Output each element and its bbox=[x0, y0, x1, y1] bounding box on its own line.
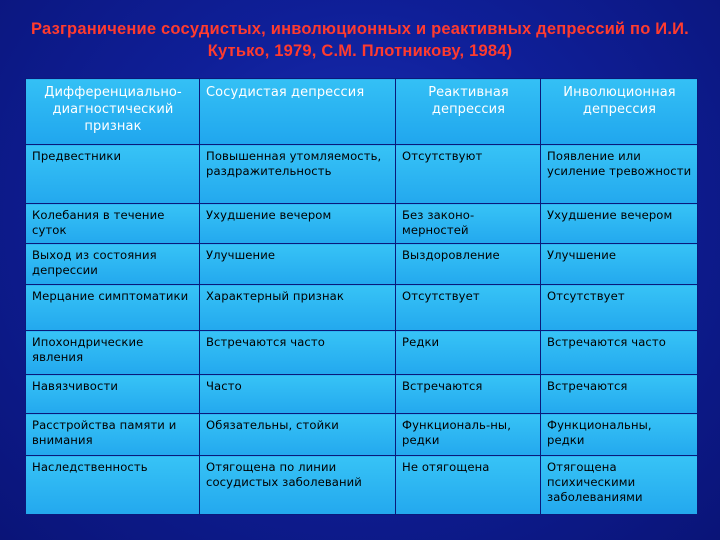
table-cell: Предвестники bbox=[26, 145, 200, 204]
table-row bbox=[26, 375, 698, 414]
table-row bbox=[26, 204, 698, 244]
table-cell: Отсутствует bbox=[541, 285, 698, 331]
header-cell-reactive: Реактивная депрессия bbox=[396, 79, 541, 145]
table-cell: Отсутствует bbox=[396, 285, 541, 331]
table-cell: Без законо-мерностей bbox=[396, 204, 541, 244]
comparison-table bbox=[25, 78, 698, 515]
table-cell: Часто bbox=[200, 375, 396, 414]
table-cell: Отягощена психическими заболеваниями bbox=[541, 456, 698, 515]
table-cell: Встречаются часто bbox=[200, 331, 396, 375]
table-row bbox=[26, 145, 698, 204]
table-cell: Мерцание симптоматики bbox=[26, 285, 200, 331]
table-row bbox=[26, 285, 698, 331]
table-cell: Ухудшение вечером bbox=[200, 204, 396, 244]
header-cell-vascular: Сосудистая депрессия bbox=[200, 79, 396, 145]
table-cell: Встречаются bbox=[541, 375, 698, 414]
header-cell-involutional: Инволюционная депрессия bbox=[541, 79, 698, 145]
table-cell: Обязательны, стойки bbox=[200, 414, 396, 456]
table-cell: Повышенная утомляемость, раздражительность bbox=[200, 145, 396, 204]
table-cell: Характерный признак bbox=[200, 285, 396, 331]
table-row bbox=[26, 414, 698, 456]
table-header-row bbox=[26, 79, 698, 145]
table-cell: Улучшение bbox=[541, 244, 698, 285]
table-cell: Не отягощена bbox=[396, 456, 541, 515]
table-row bbox=[26, 456, 698, 515]
table-cell: Встречаются часто bbox=[541, 331, 698, 375]
table-cell: Отягощена по линии сосудистых заболеваний bbox=[200, 456, 396, 515]
table-cell: Колебания в течение суток bbox=[26, 204, 200, 244]
table-row bbox=[26, 244, 698, 285]
table-cell: Улучшение bbox=[200, 244, 396, 285]
table-cell: Расстройства памяти и внимания bbox=[26, 414, 200, 456]
table-cell: Ипохондрические явления bbox=[26, 331, 200, 375]
table-cell: Появление или усиление тревожности bbox=[541, 145, 698, 204]
table-cell: Отсутствуют bbox=[396, 145, 541, 204]
table-cell: Встречаются bbox=[396, 375, 541, 414]
table-cell: Наследственность bbox=[26, 456, 200, 515]
table-row bbox=[26, 331, 698, 375]
header-cell-sign: Дифференциально-диагностический признак bbox=[26, 79, 200, 145]
slide-title: Разграничение сосудистых, инволюционных и реактивных депрессий по И.И. Кутько, 1979, С.М. Плотникову, 1984) bbox=[31, 20, 689, 60]
table-cell: Выход из состояния депрессии bbox=[26, 244, 200, 285]
table-cell: Выздоровление bbox=[396, 244, 541, 285]
table-cell: Навязчивости bbox=[26, 375, 200, 414]
table-cell: Ухудшение вечером bbox=[541, 204, 698, 244]
table-cell: Функциональ-ны, редки bbox=[396, 414, 541, 456]
table-cell: Функциональны, редки bbox=[541, 414, 698, 456]
table-cell: Редки bbox=[396, 331, 541, 375]
